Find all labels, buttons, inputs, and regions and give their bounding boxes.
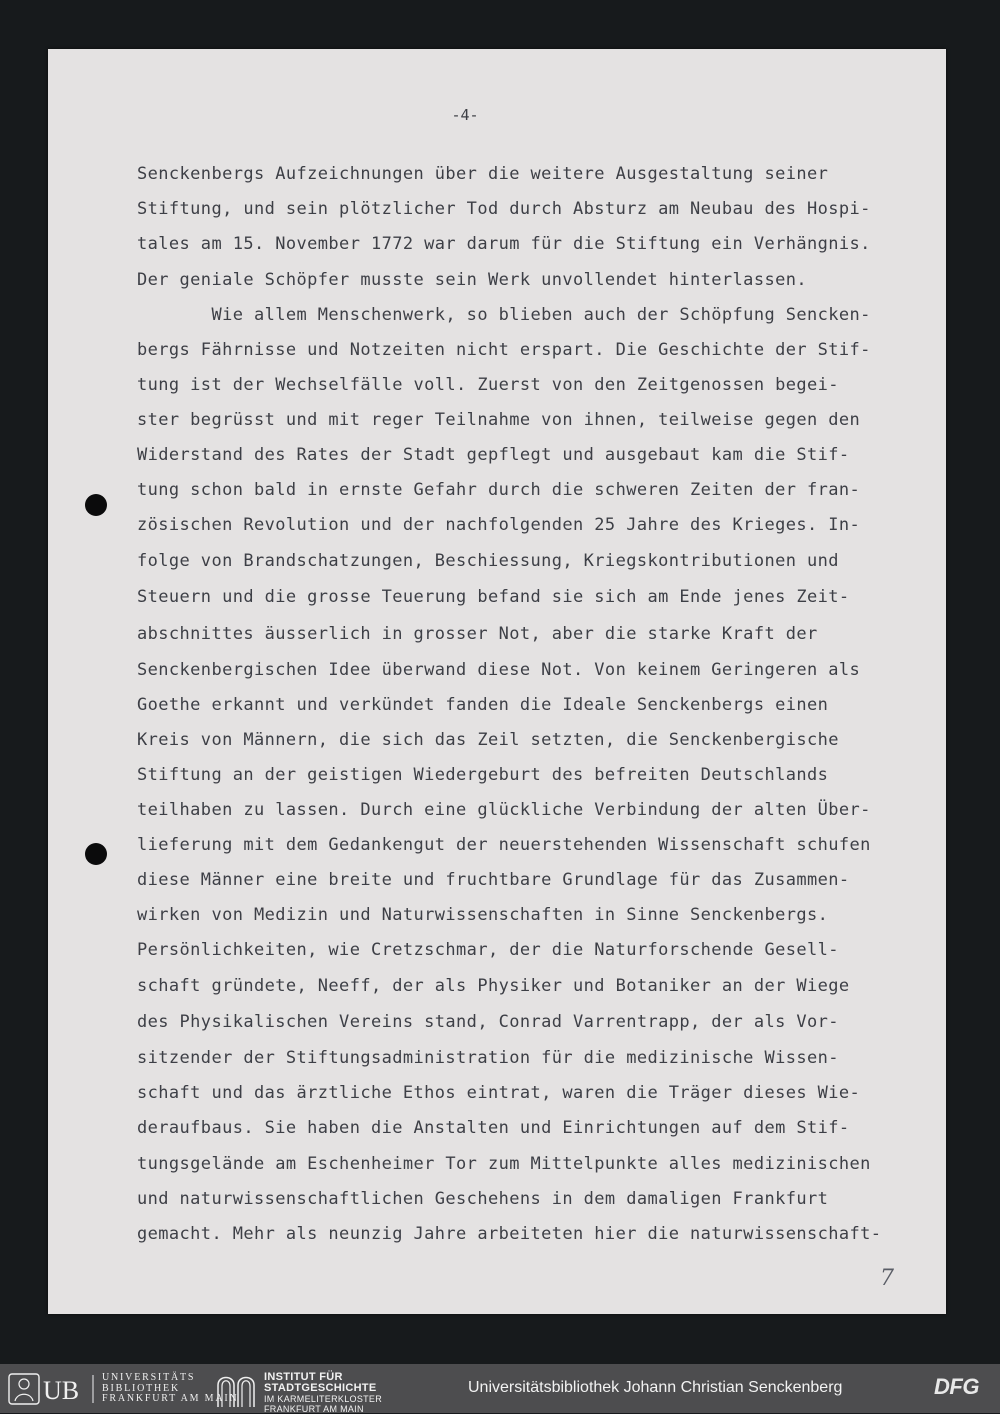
punch-hole-bottom (85, 843, 107, 865)
text-line: Wie allem Menschenwerk, so blieben auch der Schöpfung Sencken- (137, 305, 871, 325)
text-line: bergs Fährnisse und Notzeiten nicht erspart. Die Geschichte der Stif- (137, 340, 871, 360)
text-line: Stiftung, und sein plötzlicher Tod durch Absturz am Neubau des Hospi- (137, 199, 871, 219)
text-line: Stiftung an der geistigen Wiedergeburt des befreiten Deutschlands (137, 765, 829, 785)
text-line: abschnittes äusserlich in grosser Not, aber die starke Kraft der (137, 624, 818, 644)
text-line: lieferung mit dem Gedankengut der neuerstehenden Wissenschaft schufen (137, 835, 871, 855)
ifs-line-2: STADTGESCHICHTE (264, 1382, 377, 1394)
text-line: zösischen Revolution und der nachfolgenden 25 Jahre des Krieges. In- (137, 515, 861, 535)
text-line: Senckenbergs Aufzeichnungen über die weitere Ausgestaltung seiner (137, 164, 829, 184)
text-line: wirken von Medizin und Naturwissenschaften in Sinne Senckenbergs. (137, 905, 829, 925)
text-line: Der geniale Schöpfer musste sein Werk unvollendet hinterlassen. (137, 270, 807, 290)
ifs-logo[interactable] (214, 1370, 414, 1414)
text-line: Steuern und die grosse Teuerung befand sie sich am Ende jenes Zeit- (137, 587, 850, 607)
handwritten-page-number: 7 (880, 1266, 894, 1291)
text-line: gemacht. Mehr als neunzig Jahre arbeiteten hier die naturwissenschaft- (137, 1224, 882, 1244)
ifs-line-1: INSTITUT FÜR (264, 1371, 343, 1383)
ifs-line-3: IM KARMELITERKLOSTER (264, 1394, 383, 1404)
text-line: diese Männer eine breite und fruchtbare Grundlage für das Zusammen- (137, 870, 850, 890)
text-line: Senckenbergischen Idee überwand diese Not. Von keinem Geringeren als (137, 660, 861, 680)
text-line: tales am 15. November 1772 war darum für die Stiftung ein Verhängnis. (137, 234, 871, 254)
text-line: ster begrüsst und mit reger Teilnahme von ihnen, teilweise gegen den (137, 410, 861, 430)
ub-line-3: FRANKFURT AM MAIN (102, 1393, 239, 1404)
text-line: deraufbaus. Sie haben die Anstalten und Einrichtungen auf dem Stif- (137, 1118, 850, 1138)
ub-logo-letters: UB (43, 1376, 80, 1405)
text-line: sitzender der Stiftungsadministration für die medizinische Wissen- (137, 1048, 839, 1068)
ifs-line-4: FRANKFURT AM MAIN (264, 1404, 364, 1414)
text-line: Persönlichkeiten, wie Cretzschmar, der die Naturforschende Gesell- (137, 940, 839, 960)
text-line: folge von Brandschatzungen, Beschiessung, Kriegskontributionen und (137, 551, 839, 571)
page-number: -4- (451, 106, 479, 124)
ub-line-2: BIBLIOTHEK (102, 1382, 180, 1394)
text-line: tung schon bald in ernste Gefahr durch die schweren Zeiten der fran- (137, 480, 861, 500)
ub-logo-icon (8, 1373, 96, 1405)
ifs-arch-icon (214, 1371, 260, 1407)
text-line: Widerstand des Rates der Stadt gepflegt und ausgebaut kam die Stif- (137, 445, 850, 465)
text-line: teilhaben zu lassen. Durch eine glückliche Verbindung der alten Über- (137, 800, 871, 820)
text-line: Kreis von Männern, die sich das Zeil setzten, die Senckenbergische (137, 730, 839, 750)
library-name[interactable]: Universitätsbibliothek Johann Christian Senckenberg (468, 1379, 843, 1396)
ub-logo[interactable] (8, 1371, 239, 1407)
text-line: Goethe erkannt und verkündet fanden die Ideale Senckenbergs einen (137, 695, 829, 715)
text-line: tung ist der Wechselfälle voll. Zuerst von den Zeitgenossen begei- (137, 375, 839, 395)
ub-line-1: UNIVERSITÄTS (102, 1372, 196, 1383)
punch-hole-top (85, 494, 107, 516)
footer-bar (0, 1364, 1000, 1413)
text-line: tungsgelände am Eschenheimer Tor zum Mittelpunkte alles medizinischen (137, 1154, 871, 1174)
dfg-logo[interactable]: DFG (934, 1374, 979, 1399)
text-line: schaft gründete, Neeff, der als Physiker und Botaniker an der Wiege (137, 976, 850, 996)
text-line: des Physikalischen Vereins stand, Conrad Varrentrapp, der als Vor- (137, 1012, 839, 1032)
text-line: und naturwissenschaftlichen Geschehens in dem damaligen Frankfurt (137, 1189, 829, 1209)
text-line: schaft und das ärztliche Ethos eintrat, waren die Träger dieses Wie- (137, 1083, 861, 1103)
